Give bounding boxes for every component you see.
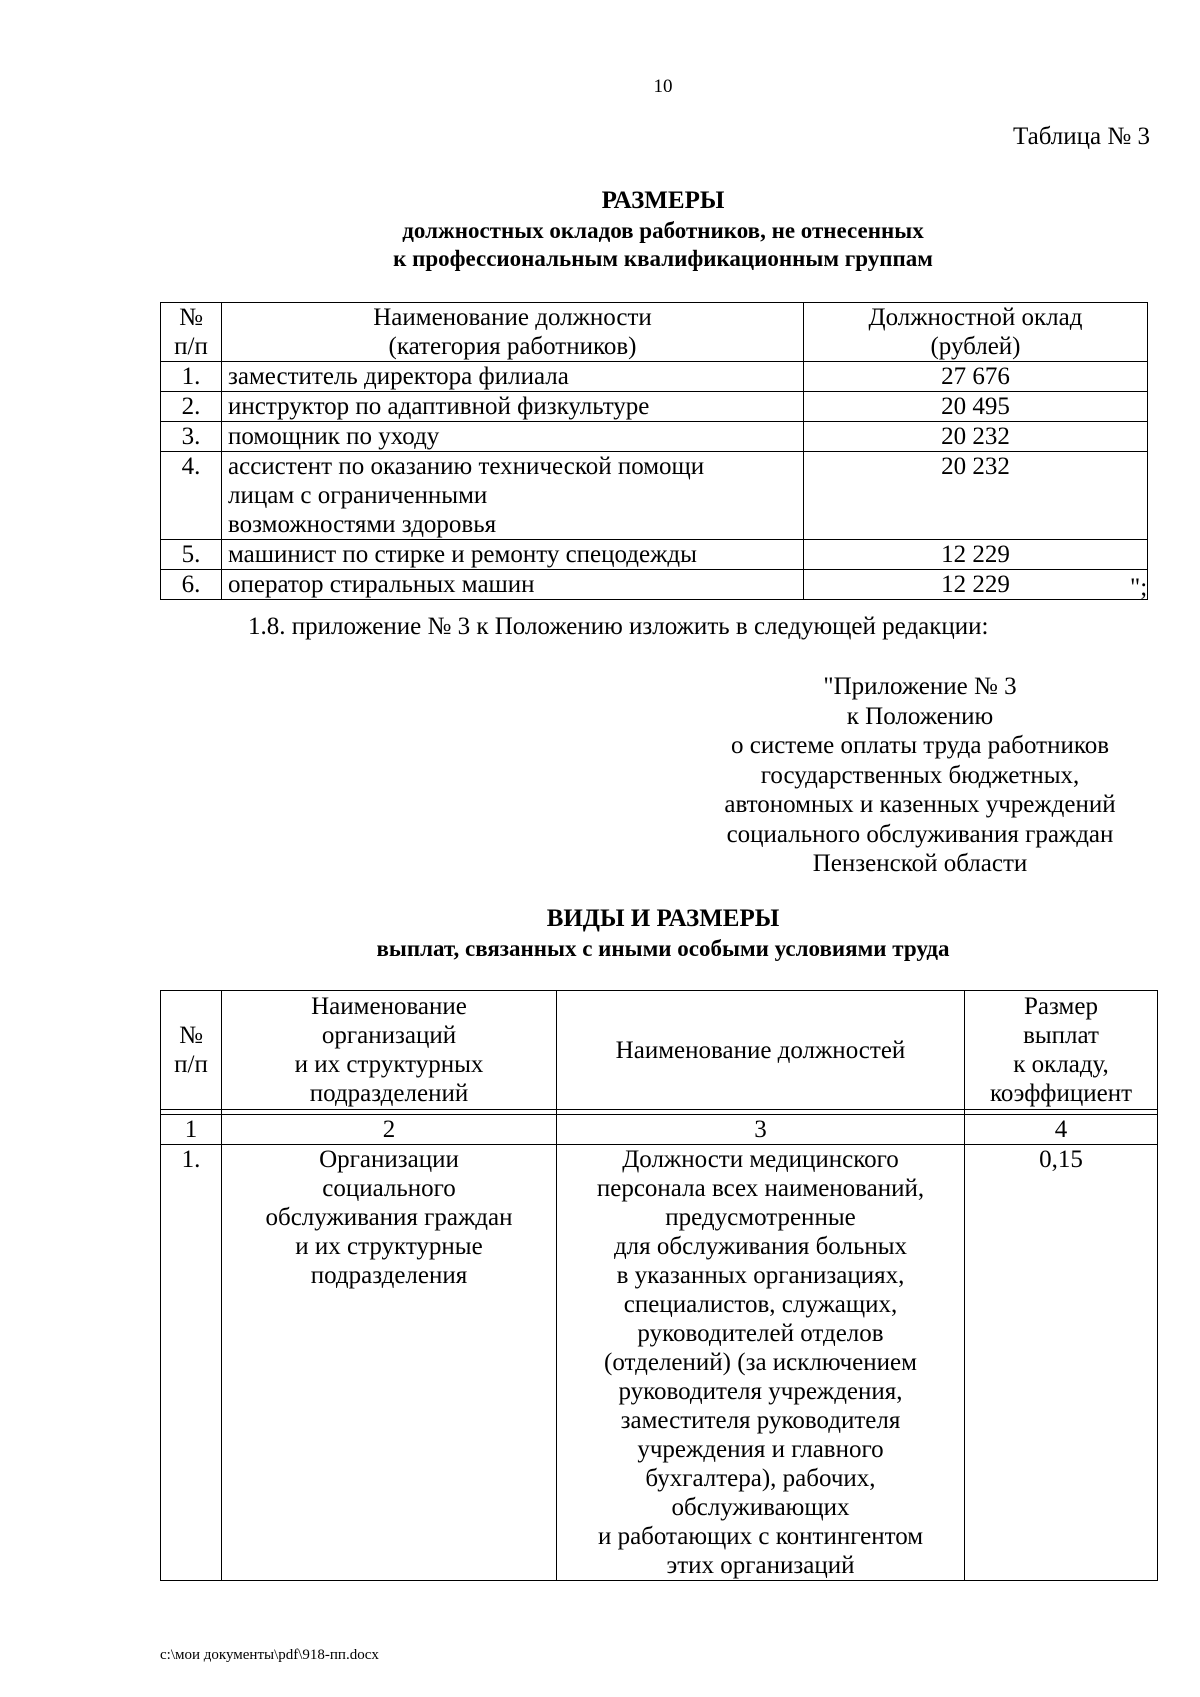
payments-table [160, 990, 1158, 1581]
table2-subtitle: выплат, связанных с иными особыми условиями труда [376, 936, 950, 961]
table-row [161, 570, 1148, 600]
column-number: 2 [222, 1115, 557, 1145]
column-number: 3 [557, 1115, 965, 1145]
appendix-line: о системе оплаты труда работников [730, 732, 1110, 759]
appendix-line: социального обслуживания граждан [726, 820, 1114, 848]
row-position: помощник по уходу [222, 422, 804, 452]
row-salary: 20 495 [804, 392, 1148, 422]
row-num: 3. [161, 422, 222, 452]
appendix-line: к Положению [846, 702, 994, 730]
row-positions: Должности медицинского персонала всех наименований, предусмотренные для обслуживания больных в указанных организациях, специалистов, служащих, руководителей отделов (отделений) (за исключением руководителя учреждения, заместителя руководителя учреждения и главного бухгалтера), рабочих, обслуживающих и работающих с контингентом этих организаций [557, 1145, 965, 1581]
column-number: 4 [965, 1115, 1158, 1145]
header-num: № п/п [161, 991, 222, 1110]
header-num: № п/п [161, 303, 222, 362]
header-positions: Наименование должностей [557, 991, 965, 1110]
table-row [161, 540, 1148, 570]
salary-table-header [161, 303, 1148, 362]
row-salary: 20 232 [804, 452, 1148, 540]
appendix-line: Пензенской области [812, 850, 1028, 877]
closing-quote-mark: "; [1130, 574, 1148, 601]
row-num: 6. [161, 570, 222, 600]
appendix-line: автономных и казенных учреждений [724, 791, 1116, 818]
table-row [161, 452, 1148, 540]
row-num: 5. [161, 540, 222, 570]
table-row [161, 392, 1148, 422]
table2-title: ВИДЫ И РАЗМЕРЫ [546, 905, 780, 932]
header-salary: Должностной оклад (рублей) [804, 303, 1148, 362]
row-salary: 12 229 [804, 540, 1148, 570]
header-position: Наименование должности (категория работников) [222, 303, 804, 362]
table-row [161, 362, 1148, 392]
salary-table [160, 302, 1148, 600]
paragraph-1-8: 1.8. приложение № 3 к Положению изложить в следующей редакции: [248, 613, 989, 640]
row-salary: 27 676 [804, 362, 1148, 392]
row-position: ассистент по оказанию технической помощи лицам с ограниченными возможностями здоровья [222, 452, 804, 540]
table1-title: РАЗМЕРЫ [601, 187, 725, 214]
row-position: машинист по стирке и ремонту спецодежды [222, 540, 804, 570]
appendix-line: "Приложение № 3 [823, 673, 1017, 700]
row-num: 1. [161, 362, 222, 392]
page-number: 10 [653, 76, 673, 97]
appendix-line: государственных бюджетных, [760, 761, 1080, 789]
table-row [161, 1145, 1158, 1581]
footer-file-path: c:\мои документы\pdf\918-пп.docx [160, 1647, 379, 1663]
row-num: 1. [161, 1145, 222, 1581]
table1-subtitle-line1: должностных окладов работников, не отнесенных [402, 218, 924, 243]
row-organization: Организации социального обслуживания граждан и их структурные подразделения [222, 1145, 557, 1581]
row-salary: 20 232 [804, 422, 1148, 452]
row-position: инструктор по адаптивной физкультуре [222, 392, 804, 422]
row-amount: 0,15 [965, 1145, 1158, 1581]
row-position: оператор стиральных машин [222, 570, 804, 600]
header-amount: Размер выплат к окладу, коэффициент [965, 991, 1158, 1110]
header-organization: Наименование организаций и их структурных подразделений [222, 991, 557, 1110]
column-number: 1 [161, 1115, 222, 1145]
row-num: 2. [161, 392, 222, 422]
row-num: 4. [161, 452, 222, 540]
row-position: заместитель директора филиала [222, 362, 804, 392]
table-row [161, 422, 1148, 452]
appendix-header [660, 672, 1180, 879]
column-numbers-row [161, 1115, 1158, 1145]
payments-table-header [161, 991, 1158, 1110]
table-label: Таблица № 3 [1012, 123, 1150, 150]
table1-subtitle-line2: к профессиональным квалификационным группам [393, 246, 933, 271]
row-salary: 12 229 [804, 570, 1148, 600]
